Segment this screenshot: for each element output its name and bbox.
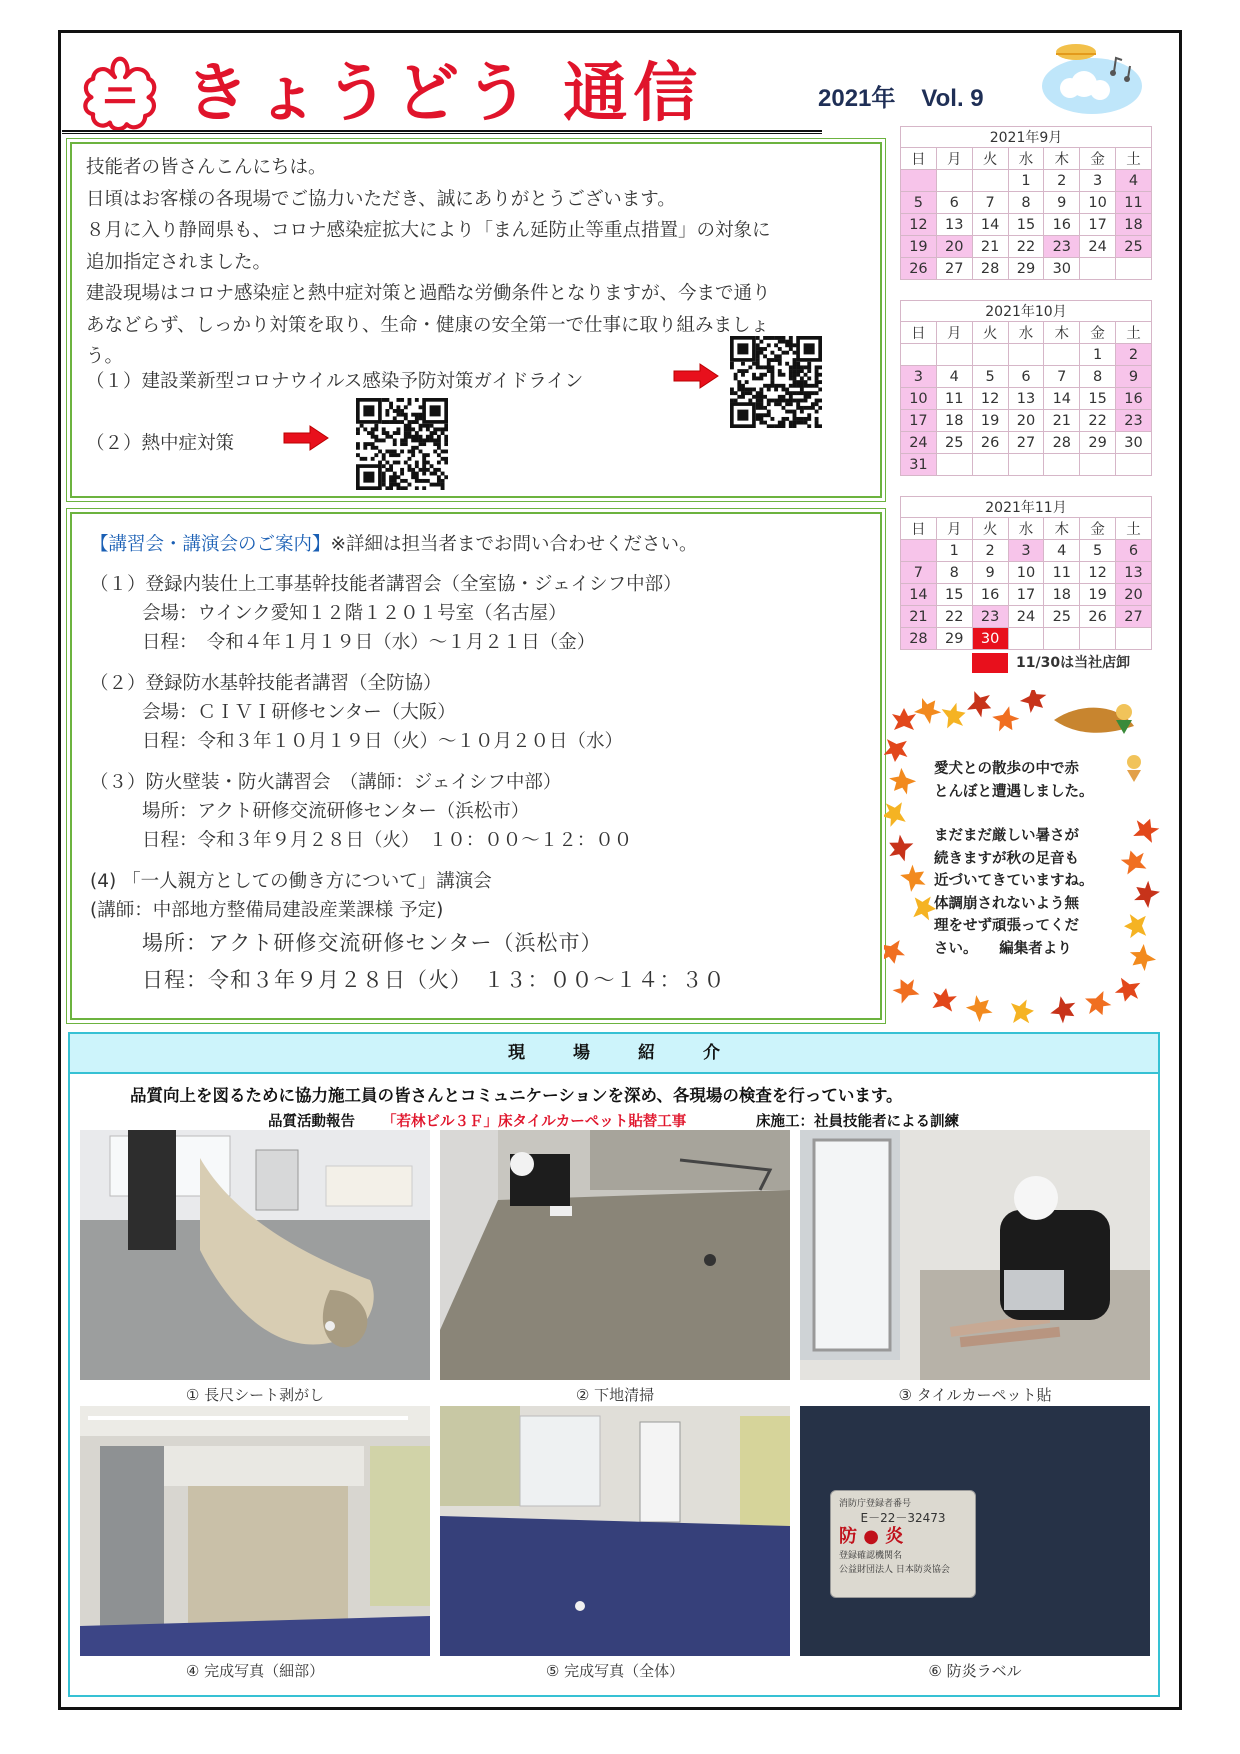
calendar-day: 31 [901, 454, 937, 476]
calendar-month-label: 2021年9月 [901, 127, 1152, 148]
photo-fire-label [800, 1406, 1150, 1656]
calendar-day: 15 [1080, 388, 1116, 410]
issue-volume: Vol. 9 [921, 85, 984, 112]
calendar-day: 11 [1044, 562, 1080, 584]
calendar-day: 19 [1080, 584, 1116, 606]
arrow-right-icon [282, 424, 330, 452]
calendar-day: 29 [1080, 432, 1116, 454]
calendar-day [936, 454, 972, 476]
calendar-day: 18 [936, 410, 972, 432]
calendar-weekday: 木 [1044, 322, 1080, 344]
calendar-day: 4 [1044, 540, 1080, 562]
photo-finished-detail [80, 1406, 430, 1656]
seminar-item [90, 669, 862, 756]
calendar-day: 1 [1008, 170, 1044, 192]
calendar-november [900, 496, 1152, 650]
calendar-day: 15 [1008, 214, 1044, 236]
label-text: 登録確認機関名 [839, 1551, 903, 1561]
seminar-item [90, 867, 862, 999]
greeting-line: 技能者の皆さんこんにちは。 [86, 157, 327, 178]
calendar-day: 13 [936, 214, 972, 236]
calendar-day [1044, 454, 1080, 476]
calendar-day: 10 [1080, 192, 1116, 214]
label-number: E－22－32473 [860, 1511, 946, 1525]
calendar-day: 6 [1008, 366, 1044, 388]
issue-year: 2021年 [818, 85, 896, 112]
editor-note-line: さい。 編集者より [934, 940, 1072, 957]
calendar-day: 23 [1044, 236, 1080, 258]
calendar-day [1044, 344, 1080, 366]
calendar-weekday: 月 [936, 518, 972, 540]
calendar-day [972, 344, 1008, 366]
calendar-weekday: 金 [1080, 148, 1116, 170]
calendar-day: 10 [1008, 562, 1044, 584]
label-text: 公益財団法人 日本防炎協会 [839, 1565, 950, 1575]
calendar-day: 27 [1008, 432, 1044, 454]
calendar-day: 22 [1080, 410, 1116, 432]
calendar-day: 28 [972, 258, 1008, 280]
calendar-day: 16 [1116, 388, 1152, 410]
seminar-place: 会場：ウインク愛知１２階１２０１号室（名古屋） [142, 603, 567, 624]
calendar-month-label: 2021年11月 [901, 497, 1152, 518]
editor-note-line: 理をせず頑張ってくだ [934, 918, 1079, 934]
label-text: 消防庁登録者番号 [839, 1499, 912, 1509]
calendar-day [972, 170, 1008, 192]
calendar-day: 10 [901, 388, 937, 410]
calendar-day: 7 [901, 562, 937, 584]
calendar-day: 30 [1116, 432, 1152, 454]
photo-finished-overall [440, 1406, 790, 1656]
calendar-weekday: 月 [936, 322, 972, 344]
calendar-weekday: 金 [1080, 518, 1116, 540]
calendar-day: 5 [972, 366, 1008, 388]
seminar-title: （３）防火壁装・防火講習会 （講師：ジェイシフ中部） [90, 772, 562, 793]
calendar-day: 25 [936, 432, 972, 454]
seminar-date: 日程：令和３年１０月１９日（火）～１０月２０日（水） [142, 731, 624, 752]
report-label: 品質活動報告 [268, 1114, 355, 1130]
calendar-day: 30 [972, 628, 1008, 650]
calendar-day: 23 [1116, 410, 1152, 432]
calendar-day: 26 [972, 432, 1008, 454]
title-underline [62, 130, 822, 134]
calendar-day: 1 [1080, 344, 1116, 366]
photo-floor-cleaning [440, 1130, 790, 1380]
calendar-day: 12 [901, 214, 937, 236]
calendar-weekday: 木 [1044, 148, 1080, 170]
calendar-weekday: 火 [972, 322, 1008, 344]
guideline-heatstroke: （２）熱中症対策 [86, 433, 235, 454]
calendar-day: 16 [972, 584, 1008, 606]
calendar-day: 3 [901, 366, 937, 388]
calendar-weekday: 月 [936, 148, 972, 170]
calendar-september [900, 126, 1152, 280]
calendar-day: 4 [936, 366, 972, 388]
seminar-place: 場所：アクト研修交流研修センター（浜松市） [142, 931, 603, 955]
qr-code-heatstroke-icon[interactable] [356, 398, 448, 490]
calendar-weekday: 日 [901, 322, 937, 344]
calendar-weekday: 土 [1116, 148, 1152, 170]
calendar-day: 3 [1008, 540, 1044, 562]
calendar-day: 15 [936, 584, 972, 606]
calendar-day: 21 [901, 606, 937, 628]
arrow-right-icon [672, 362, 720, 390]
seminar-date: 日程：令和３年９月２８日（火） １０：００～１２：００ [142, 830, 633, 851]
calendar-day: 20 [1116, 584, 1152, 606]
qr-code-covid-icon[interactable] [730, 336, 822, 428]
calendar-day [1008, 454, 1044, 476]
report-project: 「若林ビル３Ｆ」床タイルカーペット貼替工事 [382, 1114, 687, 1130]
calendar-day [936, 344, 972, 366]
calendar-day: 5 [901, 192, 937, 214]
calendar-day [972, 454, 1008, 476]
calendar-day [1116, 628, 1152, 650]
calendar-day: 19 [972, 410, 1008, 432]
label-mark: 防 ● 炎 [839, 1526, 904, 1547]
calendar-day: 8 [1008, 192, 1044, 214]
editor-note [934, 758, 1094, 960]
calendar-day: 14 [901, 584, 937, 606]
calendar-day: 19 [901, 236, 937, 258]
calendar-day: 11 [1116, 192, 1152, 214]
seminar-title: (4) 「一人親方としての働き方について」講演会 [90, 871, 492, 892]
guideline-covid: （１）建設業新型コロナウイルス感染予防対策ガイドライン [86, 371, 584, 392]
calendar-day: 2 [1044, 170, 1080, 192]
seminar-item [90, 768, 862, 855]
editor-note-line: 続きますが秋の足音も [934, 850, 1079, 867]
calendar-day: 2 [1116, 344, 1152, 366]
calendar-day [1116, 454, 1152, 476]
greeting-line: ８月に入り静岡県も、コロナ感染症拡大により「まん延防止等重点措置」の対象に [86, 220, 771, 241]
calendar-month-label: 2021年10月 [901, 301, 1152, 322]
issue-info [818, 78, 984, 113]
editor-note-line: とんぼと遭遇しました。 [934, 783, 1094, 800]
greeting-line: う。 [86, 346, 124, 367]
seminar-place: 会場：ＣＩＶＩ研修センター（大阪） [142, 702, 456, 723]
calendar-day: 28 [1044, 432, 1080, 454]
photo-caption: ⑥ 防炎ラベル [928, 1662, 1022, 1680]
seminar-title: （２）登録防水基幹技能者講習（全防協） [90, 673, 442, 694]
calendar-day: 25 [1044, 606, 1080, 628]
calendar-weekday: 日 [901, 518, 937, 540]
newsletter-title: きょうどう 通信 [185, 56, 704, 131]
photo-tile-carpet-laying [800, 1130, 1150, 1380]
training-label: 床施工：社員技能者による訓練 [756, 1114, 959, 1130]
calendar-day [1008, 344, 1044, 366]
seminar-place: 場所：アクト研修交流研修センター（浜松市） [142, 801, 530, 822]
calendar-day: 17 [1008, 584, 1044, 606]
calendar-day [1080, 454, 1116, 476]
site-lead: 品質向上を図るために協力施工員の皆さんとコミュニケーションを深め、各現場の検査を行っています。 [130, 1086, 903, 1105]
calendar-day: 22 [936, 606, 972, 628]
calendar-day: 26 [1080, 606, 1116, 628]
calendar-day: 13 [1008, 388, 1044, 410]
calendar-day: 24 [901, 432, 937, 454]
legend-text: 11/30は当社店卸 [1016, 655, 1131, 671]
editor-note-line: 愛犬との散歩の中で赤 [934, 761, 1079, 777]
seminar-lead [90, 530, 862, 556]
calendar-day: 17 [901, 410, 937, 432]
photo-caption: ⑤ 完成写真（全体） [545, 1662, 685, 1680]
calendar-day: 6 [936, 192, 972, 214]
calendar-weekday: 日 [901, 148, 937, 170]
calendar-day: 28 [901, 628, 937, 650]
calendar-legend [972, 652, 1130, 673]
calendar-day: 16 [1044, 214, 1080, 236]
calendar-day [1080, 628, 1116, 650]
sakura-logo-icon [78, 52, 162, 136]
calendar-day [901, 170, 937, 192]
summer-sun-illustration-icon [1030, 38, 1146, 116]
calendar-weekday: 水 [1008, 148, 1044, 170]
photo-caption: ① 長尺シート剥がし [185, 1386, 325, 1404]
calendar-day: 25 [1116, 236, 1152, 258]
calendar-day [1044, 628, 1080, 650]
calendar-day: 22 [1008, 236, 1044, 258]
calendar-weekday: 火 [972, 148, 1008, 170]
greeting-line: 建設現場はコロナ感染症と熱中症対策と過酷な労働条件となりますが、今まで通り [86, 283, 771, 304]
calendar-day: 14 [1044, 388, 1080, 410]
editor-note-line: 体調崩されないよう無 [934, 895, 1079, 912]
seminar-note: ※詳細は担当者までお問い合わせください。 [330, 534, 698, 555]
photo-caption: ④ 完成写真（細部） [185, 1662, 325, 1680]
calendar-weekday: 金 [1080, 322, 1116, 344]
calendar-day: 4 [1116, 170, 1152, 192]
calendar-weekday: 水 [1008, 322, 1044, 344]
calendar-day: 18 [1116, 214, 1152, 236]
calendar-weekday: 火 [972, 518, 1008, 540]
calendar-day: 1 [936, 540, 972, 562]
calendar-day: 7 [972, 192, 1008, 214]
calendar-day [901, 344, 937, 366]
calendar-day: 20 [936, 236, 972, 258]
legend-swatch [972, 653, 1008, 673]
calendar-day: 26 [901, 258, 937, 280]
calendar-day [1116, 258, 1152, 280]
calendar-weekday: 木 [1044, 518, 1080, 540]
calendar-day: 30 [1044, 258, 1080, 280]
calendar-day: 5 [1080, 540, 1116, 562]
calendar-day: 24 [1080, 236, 1116, 258]
greeting-line: あなどらず、しっかり対策を取り、生命・健康の安全第一で仕事に取り組みましょ [86, 314, 770, 336]
calendar-day: 29 [1008, 258, 1044, 280]
calendar-day: 8 [936, 562, 972, 584]
calendar-day: 9 [1044, 192, 1080, 214]
calendar-day: 27 [1116, 606, 1152, 628]
calendar-day: 11 [936, 388, 972, 410]
seminar-lecturer: (講師：中部地方整備局建設産業課様 予定) [90, 900, 444, 921]
calendar-day: 17 [1080, 214, 1116, 236]
seminar-item [90, 570, 862, 657]
calendar-day: 29 [936, 628, 972, 650]
calendar-day [936, 170, 972, 192]
calendar-weekday: 土 [1116, 518, 1152, 540]
calendar-day: 9 [972, 562, 1008, 584]
seminar-date: 日程： 令和４年１月１９日（水）～１月２１日（金） [142, 632, 596, 653]
greeting-line: 追加指定されました。 [86, 251, 272, 273]
calendar-day: 21 [972, 236, 1008, 258]
calendar-day: 6 [1116, 540, 1152, 562]
calendar-day: 9 [1116, 366, 1152, 388]
calendar-day: 2 [972, 540, 1008, 562]
seminar-box [70, 512, 882, 1020]
calendar-day: 27 [936, 258, 972, 280]
calendar-day: 21 [1044, 410, 1080, 432]
calendar-weekday: 土 [1116, 322, 1152, 344]
calendar-day: 7 [1044, 366, 1080, 388]
calendar-day: 8 [1080, 366, 1116, 388]
greeting-box [70, 142, 882, 498]
calendar-day: 12 [972, 388, 1008, 410]
calendar-weekday: 水 [1008, 518, 1044, 540]
editor-note-line: 近づいてきていますね。 [934, 873, 1094, 889]
seminar-date: 日程：令和３年９月２８日（火） １３：００～１４：３０ [142, 968, 726, 992]
calendar-day: 13 [1116, 562, 1152, 584]
calendar-day: 14 [972, 214, 1008, 236]
seminar-title: （１）登録内装仕上工事基幹技能者講習会（全室協・ジェイシフ中部） [90, 574, 682, 595]
fire-retardant-label [830, 1490, 976, 1598]
calendar-day: 20 [1008, 410, 1044, 432]
photo-caption: ② 下地清掃 [575, 1386, 655, 1404]
seminar-heading: 【講習会・講演会のご案内】 [90, 534, 331, 555]
site-heading: 現場紹介 [70, 1034, 1158, 1074]
calendar-day: 24 [1008, 606, 1044, 628]
calendar-day [901, 540, 937, 562]
site-introduction-section [68, 1032, 1160, 1697]
editor-note-line: まだまだ厳しい暑さが [934, 828, 1079, 844]
photo-caption: ③ タイルカーペット貼 [898, 1386, 1052, 1404]
calendar-day: 12 [1080, 562, 1116, 584]
greeting-line: 日頃はお客様の各現場でご協力いただき、誠にありがとうございます。 [86, 188, 676, 210]
calendar-day [1080, 258, 1116, 280]
photo-sheet-removal [80, 1130, 430, 1380]
calendar-day: 3 [1080, 170, 1116, 192]
calendar-october [900, 300, 1152, 476]
calendar-day: 23 [972, 606, 1008, 628]
calendar-day: 18 [1044, 584, 1080, 606]
calendar-day [1008, 628, 1044, 650]
